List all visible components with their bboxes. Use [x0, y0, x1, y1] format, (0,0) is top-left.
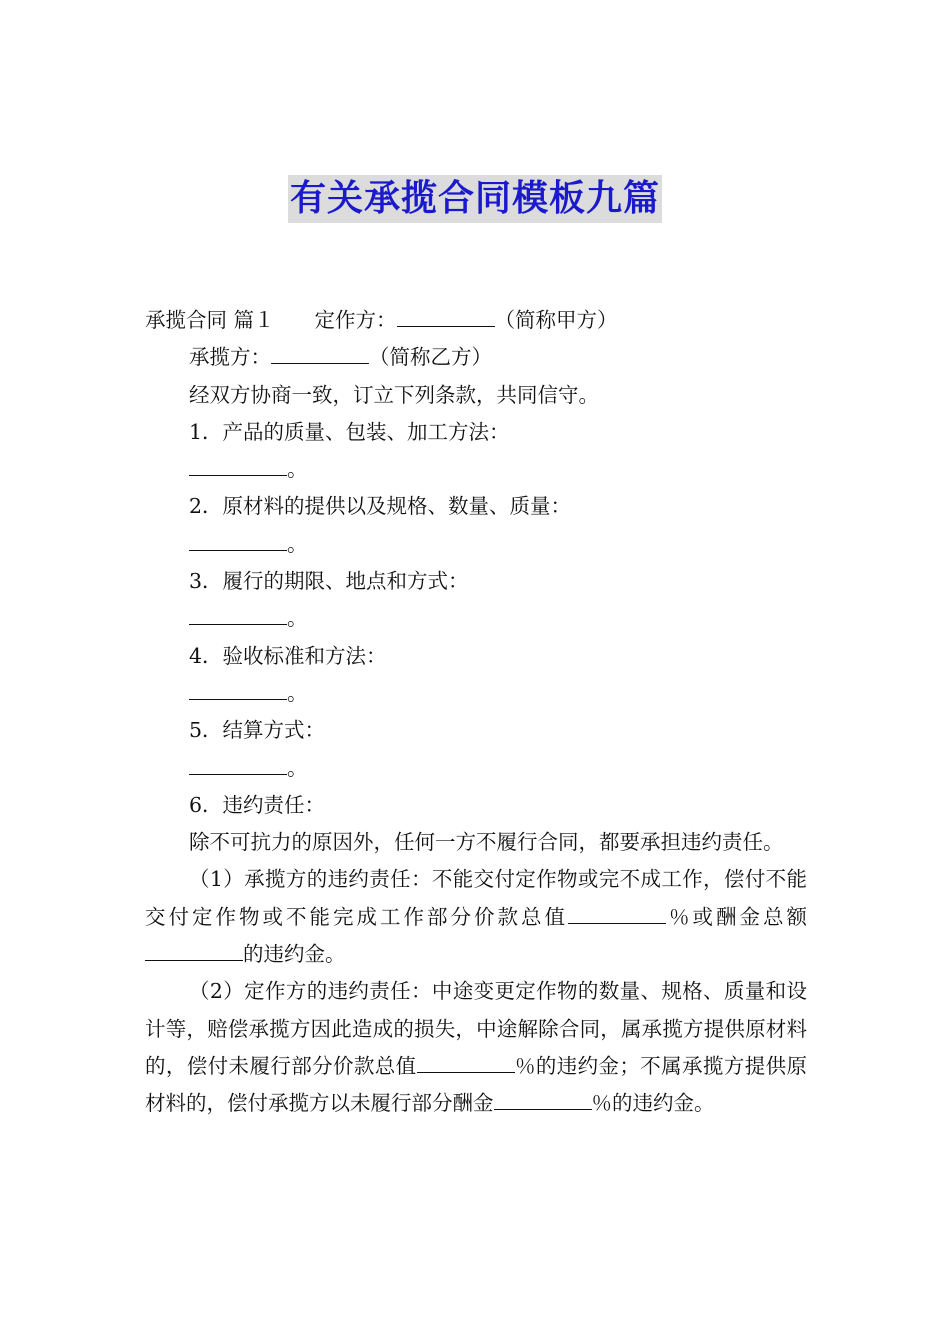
sub-clause-1-part3: 的违约金。 [243, 942, 346, 967]
clause-4-fill [145, 675, 807, 712]
clause-6-label: 6．违约责任： [189, 792, 326, 817]
sub-clause-1-blank-1 [568, 901, 666, 924]
party-b-suffix: （简称乙方） [369, 345, 492, 370]
clause-5-tail: 。 [287, 755, 308, 780]
clause-1-label: 1．产品的质量、包装、加工方法： [189, 419, 510, 444]
clause-3-blank [189, 602, 287, 625]
sub-clause-1-part1: （1）承揽方的违约责任：不能交付定作物或完不成工作，偿付不能交付定作物或不能完成工作部分价款总值 [145, 867, 807, 929]
document-title: 有关承揽合同模板九篇 [288, 175, 662, 223]
clause-3-label: 3．履行的期限、地点和方式： [189, 569, 469, 594]
clause-4-tail: 。 [287, 680, 308, 705]
clause-5-fill [145, 750, 807, 787]
clause-1-fill [145, 451, 807, 488]
clause-4-blank [189, 677, 287, 700]
sub-clause-2-blank-1 [417, 1050, 515, 1073]
clause-2-fill [145, 526, 807, 563]
party-a-suffix: （简称甲方） [494, 308, 618, 332]
contract-heading: 承揽合同 篇１ [145, 308, 275, 332]
party-a-blank [397, 304, 495, 327]
clause-1-tail: 。 [287, 457, 308, 482]
clause-2-tail: 。 [287, 531, 308, 556]
clause-3-tail: 。 [287, 606, 308, 631]
clause-1-blank [189, 453, 287, 476]
clause-2-blank [189, 528, 287, 551]
party-b-label: 承揽方： [189, 345, 271, 370]
sub-clause-1-part2: ％或酬金总额 [666, 904, 807, 929]
sub-clause-2-part3: ％的违约金。 [591, 1091, 715, 1116]
intro-line: 经双方协商一致，订立下列条款，共同信守。 [189, 382, 599, 407]
clause-6-text: 除不可抗力的原因外，任何一方不履行合同，都要承担违约责任。 [189, 830, 784, 855]
clause-5-blank [189, 752, 287, 775]
sub-clause-2-part1: （2）定作方的违约责任：中途变更定作物的数量、规格、质量和设计等，赔偿承揽方因此造成的损失，中途解除合同，属承揽方提供原材料的，偿付未履行部分价款总值 [145, 979, 807, 1078]
clause-2-label: 2．原材料的提供以及规格、数量、质量： [189, 494, 572, 519]
party-a-label: 定作方： [314, 308, 397, 332]
sub-clause-2 [145, 973, 807, 1122]
clause-4-label: 4．验收标准和方法： [189, 643, 387, 668]
sub-clause-2-part2: ％的违约金；不属承揽方提供原材料的，偿付承揽方以未履行部分酬金 [145, 1053, 808, 1116]
title-container [0, 175, 950, 223]
clause-5-label: 5．结算方式： [189, 718, 326, 743]
header-line [145, 302, 807, 339]
contract-body [145, 302, 807, 1123]
party-b-blank [271, 341, 369, 364]
party-b-line [145, 339, 807, 376]
sub-clause-2-blank-2 [494, 1087, 592, 1110]
sub-clause-1-blank-2 [145, 938, 243, 961]
sub-clause-1 [145, 861, 807, 973]
clause-3-fill [145, 600, 807, 637]
